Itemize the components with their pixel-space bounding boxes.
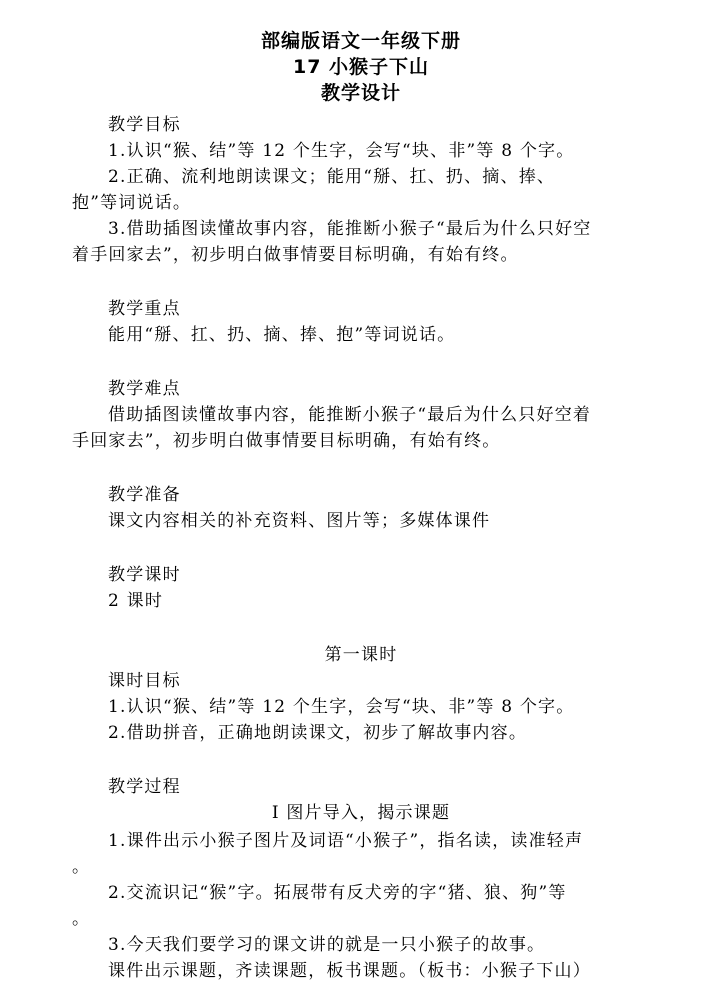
goals-item-2: 2.正确、流利地朗读课文；能用“掰、扛、扔、摘、捧、 bbox=[108, 167, 556, 187]
key-points-text: 能用“掰、扛、扔、摘、捧、抱”等词说话。 bbox=[108, 325, 456, 345]
first-period-heading: 第一课时 bbox=[324, 645, 398, 665]
period-goals-heading: 课时目标 bbox=[108, 671, 181, 691]
goals-item-1: 1.认识“猴、结”等 12 个生字，会写“块、非”等 8 个字。 bbox=[108, 141, 575, 161]
difficulties-heading: 教学难点 bbox=[108, 379, 181, 399]
preparation-heading: 教学准备 bbox=[108, 485, 181, 505]
periods-heading: 教学课时 bbox=[108, 565, 181, 585]
process-heading: 教学过程 bbox=[108, 777, 181, 797]
goals-item-2-continued: 抱”等词说话。 bbox=[72, 193, 192, 213]
document-subtitle: 教学设计 bbox=[320, 82, 401, 104]
process-step-2: 2.交流识记“猴”字。拓展带有反犬旁的字“猪、狼、狗”等 bbox=[108, 883, 567, 903]
preparation-text: 课文内容相关的补充资料、图片等；多媒体课件 bbox=[108, 511, 491, 531]
difficulties-text: 借助插图读懂故事内容，能推断小猴子“最后为什么只好空着 bbox=[108, 405, 592, 425]
key-points-heading: 教学重点 bbox=[108, 299, 181, 319]
process-section-1: Ⅰ 图片导入，揭示课题 bbox=[271, 803, 451, 823]
difficulties-text-continued: 手回家去”，初步明白做事情要目标明确，有始有终。 bbox=[72, 431, 501, 451]
periods-text: 2 课时 bbox=[108, 591, 164, 611]
process-step-1: 1.课件出示小猴子图片及词语“小猴子”，指名读，读准轻声 bbox=[108, 831, 584, 851]
goals-heading: 教学目标 bbox=[108, 115, 181, 135]
document-title-line1: 部编版语文一年级下册 bbox=[260, 30, 461, 52]
goals-item-3-continued: 着手回家去”，初步明白做事情要目标明确，有始有终。 bbox=[72, 245, 519, 265]
process-step-3: 3.今天我们要学习的课文讲的就是一只小猴子的故事。 bbox=[108, 935, 546, 955]
period-goal-1: 1.认识“猴、结”等 12 个生字，会写“块、非”等 8 个字。 bbox=[108, 697, 575, 717]
process-step-4: 课件出示课题，齐读课题，板书课题。（板书：小猴子下山） bbox=[108, 961, 591, 981]
process-step-2-continued: 。 bbox=[72, 909, 91, 929]
goals-item-3: 3.借助插图读懂故事内容，能推断小猴子“最后为什么只好空 bbox=[108, 219, 592, 239]
period-goal-2: 2.借助拼音，正确地朗读课文，初步了解故事内容。 bbox=[108, 723, 528, 743]
lesson-title: 17 小猴子下山 bbox=[292, 56, 430, 78]
process-step-1-continued: 。 bbox=[72, 857, 91, 877]
